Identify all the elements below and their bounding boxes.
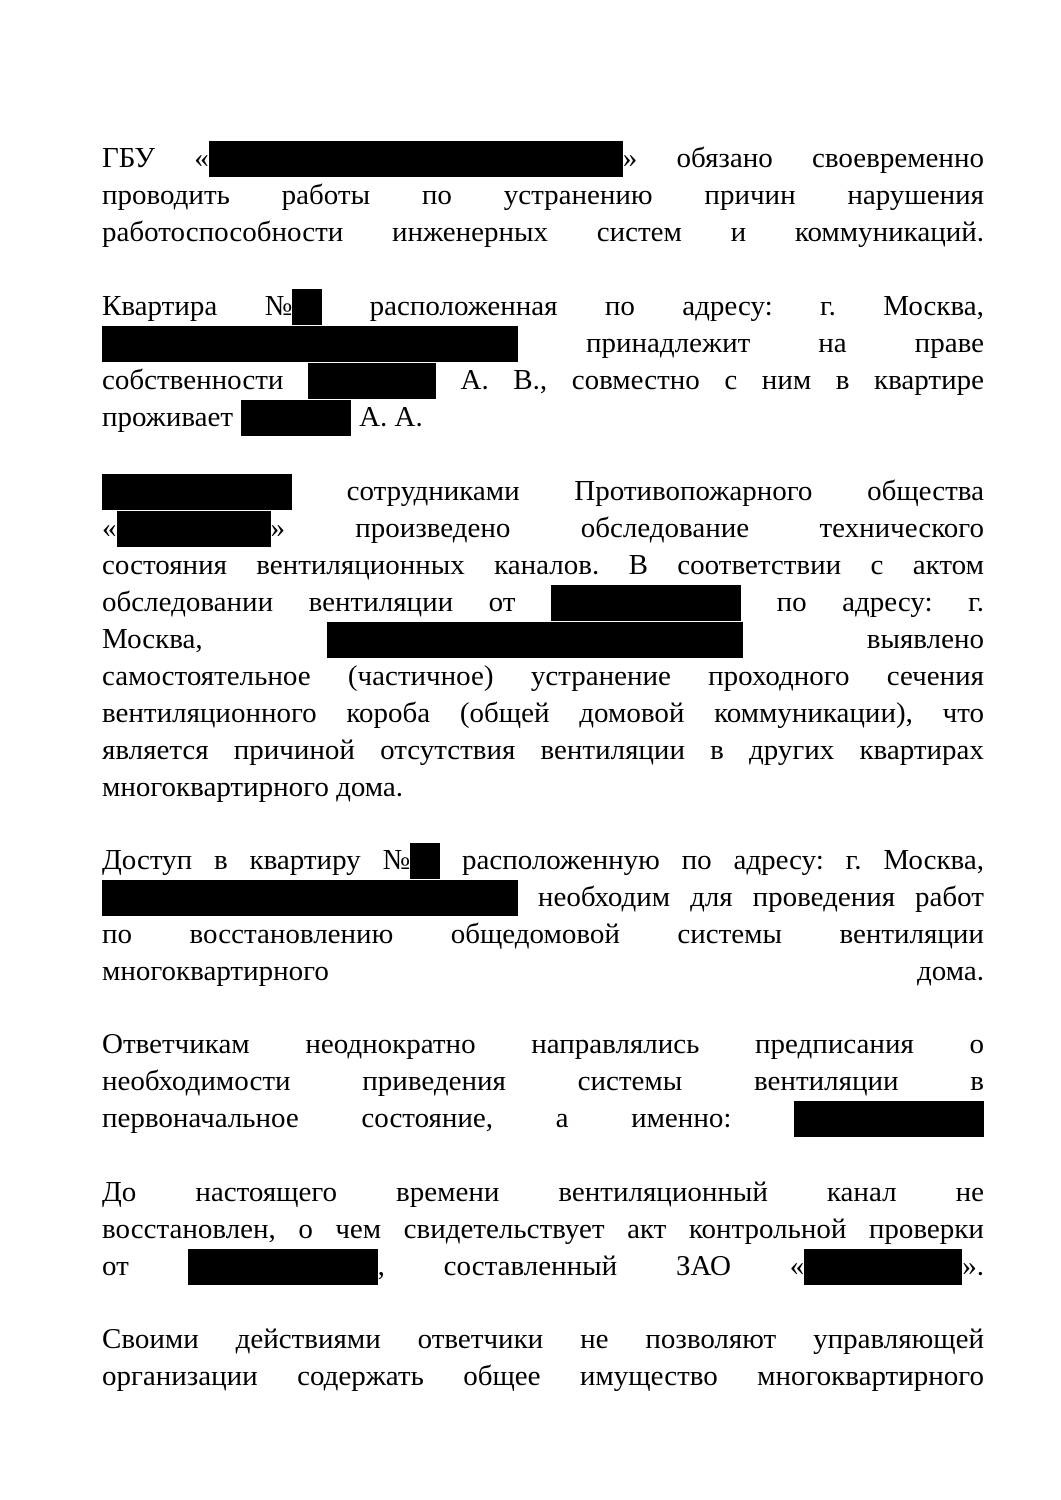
word: (общей — [459, 697, 550, 729]
word: восстановлен, — [102, 1213, 276, 1245]
word: вентиляции — [839, 918, 984, 950]
word: актом — [912, 549, 984, 581]
word: квартиру — [249, 844, 361, 876]
word: ЗАО — [675, 1250, 731, 1282]
word: устранению — [503, 179, 653, 211]
word: Своими — [102, 1323, 199, 1355]
word: многоквартирного — [757, 1360, 984, 1392]
word: г. — [820, 290, 836, 322]
word: настоящего — [195, 1176, 338, 1208]
paragraph-3-line-1 — [102, 473, 984, 510]
date-redaction: , — [188, 1248, 385, 1285]
word: других — [749, 734, 835, 766]
word: восстановлению — [189, 918, 394, 950]
word: именно: — [631, 1102, 732, 1134]
paragraph-1-line-1 — [102, 140, 984, 177]
word: вентиляционного — [102, 697, 317, 729]
word: первоначальное — [102, 1102, 299, 1134]
paragraph-1-line-3 — [102, 214, 984, 251]
word: вентиляции — [308, 586, 454, 618]
number-redaction: № — [382, 842, 440, 879]
word: с — [870, 549, 884, 581]
paragraph-3-line-4 — [102, 584, 984, 621]
word: по — [681, 844, 712, 876]
word: акт — [627, 1213, 667, 1245]
word: позволяют — [645, 1323, 777, 1355]
word: технического — [819, 512, 984, 544]
word: не — [580, 1323, 609, 1355]
redacted-block — [804, 1249, 962, 1285]
word: Противопожарного — [574, 475, 813, 507]
word: Москва, — [883, 844, 984, 876]
word: ответчики — [417, 1323, 544, 1355]
word: вентиляции — [540, 734, 685, 766]
redacted-block — [102, 880, 518, 916]
word: работы — [281, 179, 371, 211]
word: г. — [968, 586, 984, 618]
word: проведения — [752, 881, 896, 913]
word: общее — [463, 1360, 541, 1392]
word: квартирах — [859, 734, 984, 766]
word: состояния — [102, 549, 227, 581]
word: проверки — [868, 1213, 984, 1245]
word: по — [421, 179, 452, 211]
word: многоквартирного — [102, 955, 329, 987]
word: системы — [577, 1065, 683, 1097]
word: Москва, — [102, 623, 203, 655]
quoted-redaction: « ». — [790, 1248, 984, 1285]
word: проживает — [102, 401, 234, 433]
word: А. — [460, 364, 489, 396]
word: систем — [596, 216, 682, 248]
word: канал — [826, 1176, 897, 1208]
word: направлялись — [531, 1028, 700, 1060]
word: от — [102, 1250, 129, 1282]
word: коммуникаций. — [794, 216, 984, 248]
word: работоспособности — [102, 216, 344, 248]
word: своевременно — [812, 142, 984, 174]
word: многоквартирного дома. — [102, 771, 404, 803]
word: в — [970, 1065, 984, 1097]
word: обязано — [676, 142, 773, 174]
word: праве — [914, 327, 984, 359]
paragraph-2-line-2 — [102, 325, 984, 362]
paragraph-7-line-2 — [102, 1358, 984, 1395]
word: составленный — [443, 1250, 618, 1282]
word: адресу: — [733, 844, 824, 876]
word: организации — [102, 1360, 258, 1392]
paragraph-4-line-4 — [102, 953, 984, 990]
word: В., — [513, 364, 548, 396]
word: отсутствия — [380, 734, 516, 766]
word: о — [298, 1213, 313, 1245]
paragraph-3-line-8 — [102, 732, 984, 769]
word: инженерных — [392, 216, 548, 248]
word: собственности — [102, 364, 284, 396]
word: приведения — [362, 1065, 506, 1097]
paragraph-3-line-9 — [102, 769, 984, 806]
word: каналов. — [494, 549, 600, 581]
word: обследовании — [102, 586, 274, 618]
paragraph-5-line-1 — [102, 1026, 984, 1063]
word: Ответчикам — [102, 1028, 250, 1060]
paragraph-3-line-6 — [102, 658, 984, 695]
paragraph-1-line-2 — [102, 177, 984, 214]
paragraph-2-line-3 — [102, 362, 984, 399]
paragraph-2-line-1 — [102, 288, 984, 325]
paragraph-5-line-3 — [102, 1100, 984, 1137]
redacted-block — [102, 326, 518, 362]
word: квартире — [874, 364, 984, 396]
word: дома. — [917, 955, 984, 987]
word: неоднократно — [305, 1028, 476, 1060]
word: ним — [761, 364, 812, 396]
redacted-block — [117, 511, 271, 547]
word: необходимости — [102, 1065, 291, 1097]
word: совместно — [571, 364, 700, 396]
paragraph-3-line-7 — [102, 695, 984, 732]
word: А. А. — [359, 401, 423, 433]
paragraph-6-line-1 — [102, 1174, 984, 1211]
paragraph-7-line-1 — [102, 1321, 984, 1358]
word: предписания — [755, 1028, 914, 1060]
word: системы — [677, 918, 782, 950]
word: управляющей — [813, 1323, 984, 1355]
word: принадлежит — [586, 327, 751, 359]
word: имущество — [579, 1360, 718, 1392]
redacted-block — [188, 1249, 378, 1285]
word: (частичное) — [347, 660, 494, 692]
word: выявлено — [866, 623, 984, 655]
word: содержать — [297, 1360, 424, 1392]
word: причин — [704, 179, 796, 211]
redacted-block — [292, 289, 322, 325]
word: работ — [915, 881, 984, 913]
word: причиной — [233, 734, 355, 766]
word: от — [488, 586, 516, 618]
word: вентиляционный — [558, 1176, 768, 1208]
paragraph-3-line-3 — [102, 547, 984, 584]
word: устранение — [530, 660, 671, 692]
word: по — [102, 918, 133, 950]
redacted-block — [241, 400, 351, 436]
word: Москва, — [883, 290, 984, 322]
word: адресу: — [842, 586, 933, 618]
paragraph-3-line-5 — [102, 621, 984, 658]
word: До — [102, 1176, 137, 1208]
word: необходим — [537, 881, 671, 913]
redacted-block — [102, 474, 292, 510]
paragraph-2-line-4 — [102, 399, 984, 436]
number-redaction: № — [265, 288, 323, 325]
paragraph-6-line-2 — [102, 1211, 984, 1248]
word: домовой — [579, 697, 685, 729]
word: с — [724, 364, 738, 396]
word: короба — [346, 697, 431, 729]
quoted-redaction: « » — [102, 510, 285, 547]
redacted-block — [308, 363, 436, 399]
paragraph-6-line-3 — [102, 1248, 984, 1285]
redacted-block — [551, 585, 741, 621]
word: состояние, — [361, 1102, 494, 1134]
word: времени — [396, 1176, 500, 1208]
word: расположенная — [369, 290, 558, 322]
word: в — [835, 364, 850, 396]
word: самостоятельное — [102, 660, 311, 692]
word: сотрудниками — [346, 475, 520, 507]
word: является — [102, 734, 209, 766]
paragraph-4-line-1 — [102, 842, 984, 879]
redacted-block — [794, 1101, 984, 1137]
paragraph-4-line-3 — [102, 916, 984, 953]
word: ГБУ — [102, 142, 155, 174]
redacted-block — [209, 141, 623, 177]
word: общедомовой — [450, 918, 620, 950]
word: проводить — [102, 179, 230, 211]
word: для — [690, 881, 733, 913]
word: общества — [867, 475, 984, 507]
word: нарушения — [847, 179, 984, 211]
word: не — [955, 1176, 984, 1208]
word: Доступ — [102, 844, 193, 876]
word: свидетельствует — [403, 1213, 605, 1245]
word: по — [604, 290, 635, 322]
word: проходного — [708, 660, 850, 692]
word: и — [730, 216, 747, 248]
word: что — [942, 697, 984, 729]
word: действиями — [235, 1323, 381, 1355]
word: о — [969, 1028, 984, 1060]
word: сечения — [886, 660, 984, 692]
word: Квартира — [102, 290, 218, 322]
word: г. — [845, 844, 862, 876]
word: в — [710, 734, 724, 766]
word: адресу: — [682, 290, 773, 322]
word: расположенную — [461, 844, 660, 876]
word: В — [628, 549, 648, 581]
word: вентиляционных — [256, 549, 465, 581]
word: чем — [335, 1213, 382, 1245]
word: коммуникации), — [714, 697, 913, 729]
paragraph-3-line-2 — [102, 510, 984, 547]
redacted-block — [410, 843, 440, 879]
redacted-block — [327, 622, 743, 658]
quoted-redaction: « » — [194, 140, 637, 177]
paragraph-5-line-2 — [102, 1063, 984, 1100]
word: контрольной — [688, 1213, 847, 1245]
word: а — [555, 1102, 569, 1134]
word: произведено — [355, 512, 511, 544]
word: соответствии — [677, 549, 842, 581]
word: обследование — [580, 512, 750, 544]
word: на — [818, 327, 847, 359]
paragraph-4-line-2 — [102, 879, 984, 916]
word: в — [213, 844, 228, 876]
word: по — [776, 586, 807, 618]
word: вентиляции — [754, 1065, 899, 1097]
